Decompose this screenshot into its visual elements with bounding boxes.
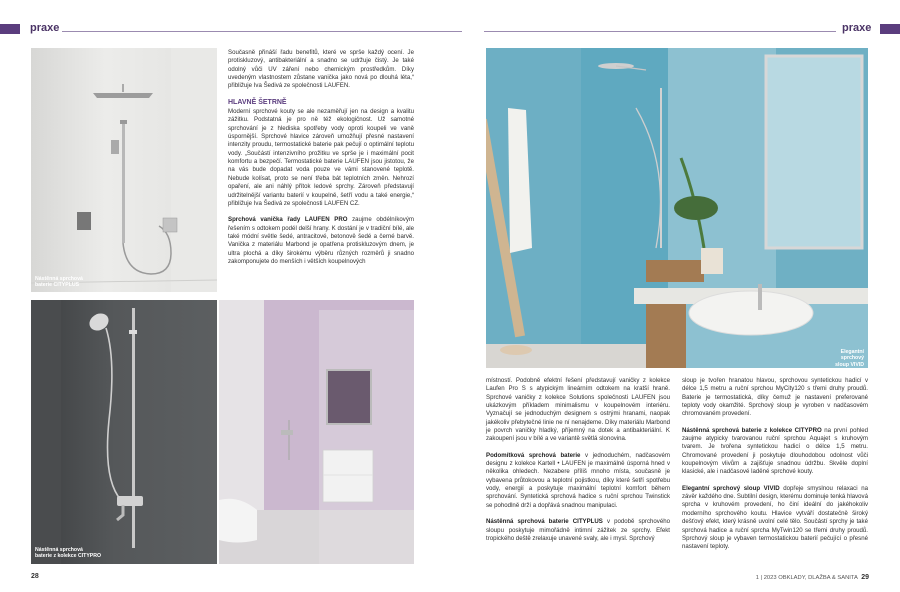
caption-vivid: Elegantní sprchový sloup VIVID [835,349,864,368]
left-paragraph-2: Moderní sprchové kouty se ale nezaměřují jen na design a kvalitu zážitku. Podstatná je pro ně též ekologičnost. Už samotné sprchování je z hlediska spotřeby vody oproti koupeli ve vaně úspornější. Sprchové hlavice zároveň umožňují přesné nastavení intenzity proudu, termostatické baterie pak pečují o optimální teplotu vody. „Součástí intenzivního prožitku ve sprše je i maximální pocit komfortu a bezpečí. Termostatické baterie LAUFEN jsou jistotou, že na vás bude dopadat voda pouze ve vámi stanovené teplotě. Nebude kolísat, proto se není třeba bát teplotních změn. Nehrozí opaření, ale ani náhlý přítok ledové sprchy. Zároveň představují udržitelnější variantu baterií v koupelně, šetří vodu a také energie,“ přibližuje Iva Šedivá ze společnosti LAUFEN CZ. [228,108,414,207]
mid-paragraph-3-body: v podobě sprchového sloupu poskytuje mimořádně intimní zážitek ze sprchy. Efekt tropického deště zrelaxuje unavené svaly, ale i mysl. Sprchový [486,518,670,542]
right-paragraph-2-body: na první pohled zaujme atypicky tvarovanou ruční sprchou Aquajet s kruhovým tvarem. Je tvořena syntetickou hadicí o délce 1,5 metru. Chromované provedení ji poskytuje dlouhodobou odolnost vůči koupelnovým vlivům a zajišťuje snadnou údržbu. Skvěle doplní klasické, ale i nadčasové laděné sprchové kouty. [682,426,868,476]
right-paragraph-1: sloup je tvořen hranatou hlavou, sprchovou syntetickou hadicí v délce 1,5 metru a ruční sprchou MyCity120 s třemi druhy proudů. Baterie je termostatická, díky čemuž je nastavení preferované teploty vody okamžité. Sprchový sloup je vyroben v nadčasovém chromovaném provedení. [682,377,868,418]
text-column-left [228,49,414,274]
issue-label: 1 | 2023 OBKLADY, DLAŽBA & SANITA [755,575,858,581]
page-number-left: 28 [31,573,39,580]
footer-right [756,574,869,581]
right-paragraph-3 [682,485,868,552]
mid-paragraph-3 [486,518,670,543]
photo-citypro-shower [31,300,217,564]
left-paragraph-3 [228,216,414,266]
header-tab-left [0,24,20,34]
purple-bathroom-illustration [219,300,414,564]
header-rule-left [62,31,462,32]
section-label-left: praxe [30,22,60,34]
mid-paragraph-3-lead: Nástěnná sprchová baterie CITYPLUS [486,518,603,526]
page-number-right: 29 [861,574,869,581]
left-paragraph-1: Současně přináší řadu benefitů, které ve sprše každý ocení. Je protiskluzový, antibakteriální a snadno se udržuje čistý. Je také odolný vůči UV záření nebo chemickým prostředkům. Díky uvedeným vlastnostem zůstane vanička jako nová po dlouhá léta,“ přibližuje Iva Šedivá ze společnosti LAUFEN. [228,49,414,90]
mid-paragraph-2-body: v jednoduchém, nadčasovém designu z kolekce Kartell • LAUFEN je maximálně úsporná hned v několika ohledech. Nezabere příliš mnoho místa, současně je vybavena průtokovou a teplotní pojistkou, díky které šetří spotřebu vody, energií a poskytuje maximální teplotní komfort během sprchování. Syntetická sprchová hadice s ruční sprchou Twinstick se pohodlně drží a dopřává snadnou manipulaci. [486,451,670,509]
vivid-illustration [486,48,868,368]
mid-paragraph-1: místností. Podobně efektní řešení představují vaničky z kolekce Laufen Pro S s atypickým lineárním odtokem na kratší hraně. Sprchové vaničky z kolekce Solutions společnosti LAUFEN jsou ukázkovým příkladem minimalismu v koupelnovém interiéru. Vyznačují se jednoduchým designem s ostrými hranami, naopak jakékoliv přebytečné linie ne ní nenajdeme. Díky materiálu Marbond je povrch vaničky hladký, příjemný na dotek a antibakteriální. K zakoupení jsou v bílé a ve variantě světlá slonovina. [486,377,670,443]
caption-citypro: Nástěnná sprchová baterie z kolekce CITYPRO [35,547,102,560]
photo-vivid-bathroom [486,48,868,368]
right-paragraph-3-lead: Elegantní sprchový sloup VIVID [682,484,780,492]
right-paragraph-2 [682,427,868,477]
text-column-middle [486,377,670,551]
mid-paragraph-2-lead: Podomítková sprchová baterie [486,451,581,459]
citypro-illustration [31,300,217,564]
photo-purple-bathroom [219,300,414,564]
header-rule-right [484,31,836,32]
header-tab-right [880,24,900,34]
cityplus-illustration [31,48,217,292]
photo-cityplus-shower [31,48,217,292]
right-paragraph-3-body: dopřeje smyslnou relaxaci na závěr každého dne. Subtilní design, kterému dominuje tenká hlavová sprcha v kruhovém provedení, ho činí ideální do jakéhokoliv moderního sprchového koutu. Hlavice vytváří dostatečně široký dešťový efekt, který krásně uvolní celé tělo. Součástí sprchy je také sprchová hadice a ruční sprcha MyTwin120 se třemi druhy proudů. Sprchový sloup je vybaven termostatickou baterií pečující o přesné nastavení teploty. [682,484,869,551]
text-column-right [682,377,868,560]
section-heading-hlavne-setrne: HLAVNĚ ŠETRNĚ [228,98,287,106]
caption-cityplus: Nástěnná sprchová baterie CITYPLUS [35,276,83,289]
mid-paragraph-2 [486,452,670,510]
left-paragraph-3-body: zaujme obdélníkovým řešením s odtokem podél delší hrany. K dostání je v tradiční bílé, ale také módní světle šedé, antracitové, betonově šedé a černé barvě. Vanička z materiálu Marbond je opatřena protiskluzovým dnem, je ultra plochá a díky širokému výběru různých rozměrů ji snadno zakomponujete do menších i větších koupelnových [228,216,414,265]
right-paragraph-2-lead: Nástěnná sprchová baterie z kolekce CITYPRO [682,426,822,434]
section-label-right: praxe [842,22,872,34]
left-paragraph-3-lead: Sprchová vanička řady LAUFEN PRO [228,216,348,224]
